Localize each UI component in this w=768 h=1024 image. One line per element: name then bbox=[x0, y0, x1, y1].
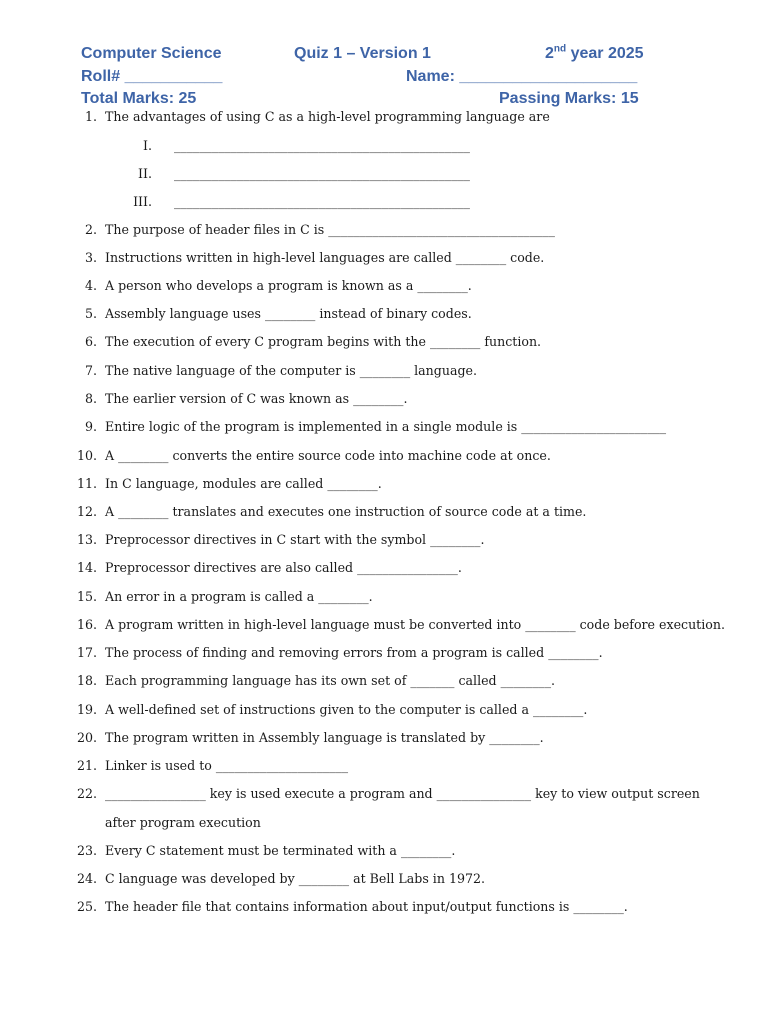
question-text: A person who develops a program is known as a ________. bbox=[105, 278, 472, 293]
question-item bbox=[0, 615, 768, 635]
answer-line-item bbox=[0, 136, 768, 156]
question-item bbox=[0, 558, 768, 578]
question-item bbox=[0, 417, 768, 437]
question-text: Preprocessor directives in C start with the symbol ________. bbox=[105, 532, 485, 547]
question-item bbox=[0, 728, 768, 748]
question-number: 25. bbox=[76, 899, 97, 914]
answer-line-item bbox=[0, 164, 768, 184]
question-item bbox=[0, 446, 768, 466]
question-text: Preprocessor directives are also called ________________. bbox=[105, 560, 462, 575]
question-text: A well-defined set of instructions given to the computer is called a ________. bbox=[105, 702, 588, 717]
question-number: 7. bbox=[84, 363, 97, 378]
question-item bbox=[0, 756, 768, 776]
question-text: The program written in Assembly language is translated by ________. bbox=[105, 730, 544, 745]
answer-blank-line: _______________________________________________ bbox=[174, 138, 470, 153]
year-label: 2nd year 2025 bbox=[545, 43, 644, 62]
question-item bbox=[0, 107, 768, 127]
question-number: 8. bbox=[84, 391, 97, 406]
question-text: An error in a program is called a ________. bbox=[105, 589, 373, 604]
question-item bbox=[0, 813, 768, 833]
question-text: The purpose of header files in C is ____________________________________ bbox=[105, 222, 555, 237]
question-number: 20. bbox=[76, 730, 97, 745]
question-number: 13. bbox=[76, 532, 97, 547]
question-item bbox=[0, 248, 768, 268]
question-number: 3. bbox=[84, 250, 97, 265]
roman-numeral: III. bbox=[133, 194, 152, 209]
question-number: 11. bbox=[76, 476, 97, 491]
question-item bbox=[0, 530, 768, 550]
passing-marks: Passing Marks: 15 bbox=[499, 90, 639, 107]
roll-field: Roll# ___________ bbox=[81, 68, 223, 85]
question-item bbox=[0, 389, 768, 409]
question-item bbox=[0, 869, 768, 889]
question-number: 9. bbox=[84, 419, 97, 434]
quiz-title: Quiz 1 – Version 1 bbox=[294, 45, 431, 62]
question-number: 19. bbox=[76, 702, 97, 717]
question-item bbox=[0, 304, 768, 324]
subject-title: Computer Science bbox=[81, 45, 222, 62]
question-item bbox=[0, 841, 768, 861]
question-text: The execution of every C program begins with the ________ function. bbox=[105, 334, 542, 349]
question-text: Entire logic of the program is implemented in a single module is _______________________ bbox=[105, 419, 667, 434]
question-number: 18. bbox=[76, 673, 97, 688]
question-number: 14. bbox=[76, 560, 97, 575]
question-number: 22. bbox=[76, 786, 97, 801]
question-text: The process of finding and removing errors from a program is called ________. bbox=[105, 645, 603, 660]
answer-blank-line: _______________________________________________ bbox=[174, 194, 470, 209]
question-number: 10. bbox=[76, 448, 97, 463]
question-item bbox=[0, 474, 768, 494]
question-text: ________________ key is used execute a program and _______________ key to view output screen bbox=[105, 786, 700, 801]
question-item bbox=[0, 587, 768, 607]
question-number: 2. bbox=[84, 222, 97, 237]
roman-numeral: II. bbox=[138, 166, 152, 181]
question-text: Instructions written in high-level languages are called ________ code. bbox=[105, 250, 545, 265]
question-number: 17. bbox=[76, 645, 97, 660]
question-text: The earlier version of C was known as ________. bbox=[105, 391, 408, 406]
question-text: after program execution bbox=[105, 815, 261, 830]
question-text: A program written in high-level language must be converted into ________ code before execution. bbox=[105, 617, 725, 632]
answer-blank-line: _______________________________________________ bbox=[174, 166, 470, 181]
question-text: Linker is used to _____________________ bbox=[105, 758, 349, 773]
question-text: A ________ translates and executes one instruction of source code at a time. bbox=[105, 504, 587, 519]
question-item bbox=[0, 332, 768, 352]
question-text: The advantages of using C as a high-level programming language are bbox=[105, 109, 550, 124]
question-text: C language was developed by ________ at Bell Labs in 1972. bbox=[105, 871, 486, 886]
question-item bbox=[0, 276, 768, 296]
question-item bbox=[0, 897, 768, 917]
answer-line-item bbox=[0, 192, 768, 212]
question-number: 23. bbox=[76, 843, 97, 858]
question-number: 15. bbox=[76, 589, 97, 604]
question-number: 5. bbox=[84, 306, 97, 321]
question-number: 6. bbox=[84, 334, 97, 349]
question-text: In C language, modules are called ________. bbox=[105, 476, 382, 491]
question-text: The header file that contains information about input/output functions is ________. bbox=[105, 899, 628, 914]
question-text: A ________ converts the entire source code into machine code at once. bbox=[105, 448, 551, 463]
question-item bbox=[0, 502, 768, 522]
question-item bbox=[0, 700, 768, 720]
question-text: Every C statement must be terminated with a ________. bbox=[105, 843, 456, 858]
question-text: Assembly language uses ________ instead of binary codes. bbox=[105, 306, 472, 321]
question-number: 1. bbox=[84, 109, 97, 124]
roman-numeral: I. bbox=[143, 138, 152, 153]
question-number: 16. bbox=[76, 617, 97, 632]
question-number: 21. bbox=[76, 758, 97, 773]
question-number: 12. bbox=[76, 504, 97, 519]
name-field: Name: ____________________ bbox=[406, 68, 638, 85]
question-number: 24. bbox=[76, 871, 97, 886]
question-text: Each programming language has its own set of _______ called ________. bbox=[105, 673, 555, 688]
question-item bbox=[0, 643, 768, 663]
question-text: The native language of the computer is ________ language. bbox=[105, 363, 477, 378]
question-item bbox=[0, 220, 768, 240]
question-item bbox=[0, 361, 768, 381]
question-item bbox=[0, 784, 768, 804]
total-marks: Total Marks: 25 bbox=[81, 90, 197, 107]
question-item bbox=[0, 671, 768, 691]
question-number: 4. bbox=[84, 278, 97, 293]
